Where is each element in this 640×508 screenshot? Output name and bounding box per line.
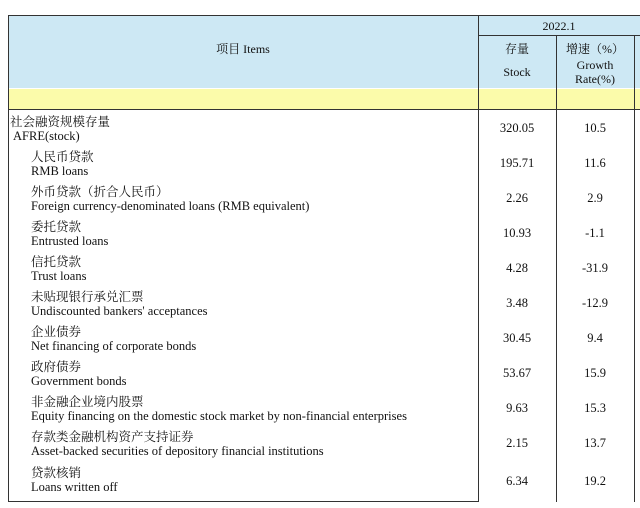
growth-value: -12.9 bbox=[581, 296, 609, 310]
growth-value: -31.9 bbox=[581, 261, 609, 275]
stock-value: 2.26 bbox=[506, 191, 528, 205]
stock-value: 30.45 bbox=[502, 331, 532, 345]
stock-value: 53.67 bbox=[502, 366, 532, 380]
growth-value: 13.7 bbox=[584, 436, 606, 450]
growth-value: 2.9 bbox=[587, 191, 603, 205]
row-label-en: Loans written off bbox=[31, 480, 118, 494]
table-row bbox=[8, 287, 640, 321]
growth-value: 10.5 bbox=[584, 121, 606, 135]
growth-header-en bbox=[556, 58, 634, 86]
row-label-zh: 委托贷款 bbox=[31, 220, 82, 234]
period-underline bbox=[478, 35, 640, 36]
table-row bbox=[8, 463, 640, 497]
period-header: 2022.1 bbox=[542, 19, 576, 33]
growth-value: 9.4 bbox=[587, 331, 603, 345]
growth-header-en-line2: Rate(%) bbox=[575, 72, 615, 86]
stock-value: 320.05 bbox=[499, 121, 535, 135]
row-label-en: Entrusted loans bbox=[31, 234, 109, 248]
stock-value: 9.63 bbox=[506, 401, 528, 415]
row-label-en: Equity financing on the domestic stock market by non-financial enterprises bbox=[31, 409, 407, 423]
row-label-zh: 社会融资规模存量 bbox=[10, 115, 111, 129]
items-column-header: 项目 Items bbox=[216, 42, 270, 56]
row-label-zh: 政府债券 bbox=[31, 360, 82, 374]
bottom-rule bbox=[8, 501, 478, 502]
header-bottom-rule bbox=[8, 109, 640, 110]
table-row bbox=[8, 427, 640, 461]
table-row bbox=[8, 217, 640, 251]
growth-value: -1.1 bbox=[585, 226, 605, 240]
row-label-en: Undiscounted bankers' acceptances bbox=[31, 304, 208, 318]
growth-header-zh: 增速（%） bbox=[566, 42, 624, 56]
stock-value: 6.34 bbox=[506, 474, 528, 488]
row-label-en: Foreign currency-denominated loans (RMB equivalent) bbox=[31, 199, 310, 213]
table-row bbox=[8, 357, 640, 391]
row-label-zh: 贷款核销 bbox=[31, 466, 82, 480]
table-row bbox=[8, 322, 640, 356]
row-label-zh: 非金融企业境内股票 bbox=[31, 395, 144, 409]
stock-value: 10.93 bbox=[502, 226, 532, 240]
row-label-zh: 未贴现银行承兑汇票 bbox=[31, 290, 144, 304]
growth-value: 15.9 bbox=[584, 366, 606, 380]
table-row bbox=[8, 182, 640, 216]
header-separator-band bbox=[8, 89, 640, 109]
row-label-zh: 外币贷款（折合人民币） bbox=[31, 185, 169, 199]
row-label-en: RMB loans bbox=[31, 164, 89, 178]
table-row bbox=[8, 112, 640, 146]
stock-value: 2.15 bbox=[506, 436, 528, 450]
top-rule bbox=[8, 15, 640, 16]
row-label-en: Net financing of corporate bonds bbox=[31, 339, 197, 353]
row-label-zh: 存款类金融机构资产支持证券 bbox=[31, 430, 194, 444]
row-label-en: AFRE(stock) bbox=[13, 129, 80, 143]
row-label-zh: 人民币贷款 bbox=[31, 150, 94, 164]
stock-value: 195.71 bbox=[499, 156, 535, 170]
table-row bbox=[8, 252, 640, 286]
row-label-en: Government bonds bbox=[31, 374, 127, 388]
growth-value: 15.3 bbox=[584, 401, 606, 415]
row-label-en: Trust loans bbox=[31, 269, 87, 283]
table-row bbox=[8, 147, 640, 181]
table-row bbox=[8, 392, 640, 426]
growth-value: 11.6 bbox=[584, 156, 606, 170]
stock-value: 4.28 bbox=[506, 261, 528, 275]
row-label-en: Asset-backed securities of depository financial institutions bbox=[31, 444, 324, 458]
growth-value: 19.2 bbox=[584, 474, 606, 488]
stock-header-en: Stock bbox=[503, 65, 531, 79]
row-label-zh: 企业债券 bbox=[31, 325, 82, 339]
row-label-zh: 信托贷款 bbox=[31, 255, 82, 269]
growth-header-en-line1: Growth bbox=[576, 58, 614, 72]
stock-value: 3.48 bbox=[506, 296, 528, 310]
stock-header-zh: 存量 bbox=[504, 42, 529, 56]
